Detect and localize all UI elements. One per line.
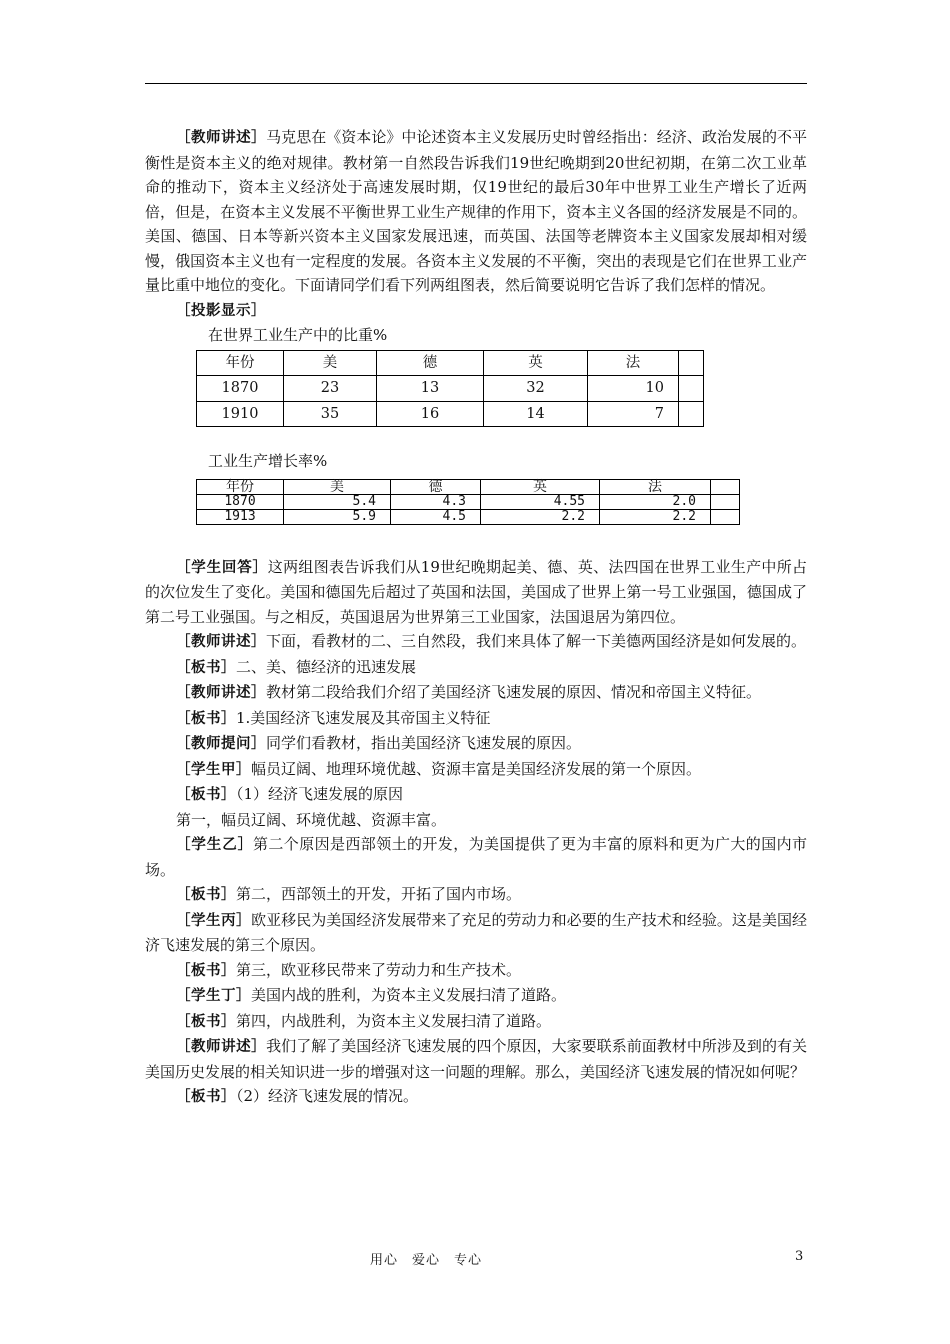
speaker-tag: ［板书］ bbox=[176, 1013, 236, 1030]
table-cell: 1910 bbox=[197, 401, 284, 427]
paragraph-text: 教材第二段给我们介绍了美国经济飞速发展的原因、情况和帝国主义特征。 bbox=[266, 683, 762, 701]
speaker-tag: ［投影显示］ bbox=[176, 302, 266, 319]
paragraph-text: 我们了解了美国经济飞速发展的四个原因，大家要联系前面教材中所涉及到的有关美国历史发展的相关知识进一步的增强对这一问题的理解。那么，美国经济飞速发展的情况如何呢？ bbox=[145, 1037, 808, 1081]
table-cell: 1870 bbox=[197, 376, 284, 402]
paragraph-text: 第二，西部领土的开发，开拓了国内市场。 bbox=[236, 885, 522, 903]
paragraph bbox=[145, 706, 807, 732]
paragraph-text: 这两组图表告诉我们从19世纪晚期起美、德、英、法四国在世界工业生产中所占的次位发生了变化。美国和德国先后超过了英国和法国，美国成了世界上第一号工业强国，德国成了第二号工业强国。与之相反，英国退居为世界第三工业国家，法国退居为第四位。 bbox=[145, 557, 808, 626]
table-cell: 2.2 bbox=[481, 509, 600, 524]
table-cell: 1913 bbox=[197, 509, 284, 524]
paragraph bbox=[145, 832, 807, 882]
paragraph bbox=[145, 882, 807, 908]
paragraph-text: 下面，看教材的二、三自然段，我们来具体了解一下美德两国经济是如何发展的。 bbox=[266, 632, 807, 650]
paragraph bbox=[145, 757, 807, 783]
speaker-tag: ［教师提问］ bbox=[176, 736, 266, 752]
paragraph-text: 欧亚移民为美国经济发展带来了充足的劳动力和必要的生产技术和经验。这是美国经济飞速发展的第三个原因。 bbox=[145, 910, 807, 954]
table-row bbox=[197, 401, 704, 427]
paragraph bbox=[145, 1009, 807, 1035]
speaker-tag: ［板书］ bbox=[176, 1089, 236, 1105]
table1-caption: 在世界工业生产中的比重% bbox=[208, 326, 388, 344]
speaker-tag: ［学生乙］ bbox=[176, 837, 253, 853]
table-header-row bbox=[197, 350, 704, 376]
speaker-tag: ［学生丁］ bbox=[176, 988, 251, 1004]
footer-motto: 用心 爱心 专心 bbox=[370, 1253, 483, 1268]
paragraph bbox=[145, 983, 807, 1009]
page-number: 3 bbox=[795, 1249, 804, 1264]
table-cell: 5.4 bbox=[284, 494, 391, 509]
table2-caption: 工业生产增长率% bbox=[208, 452, 328, 470]
paragraph bbox=[145, 808, 807, 833]
paragraph-text: 二、美、德经济的迅速发展 bbox=[236, 657, 417, 676]
paragraph bbox=[145, 1034, 807, 1084]
paragraph-text: （1）经济飞速发展的原因 bbox=[236, 785, 404, 803]
table-header-cell: 美 bbox=[284, 479, 391, 494]
table-cell: 16 bbox=[377, 401, 484, 427]
paragraph-text: 马克思在《资本论》中论述资本主义发展历史时曾经指出：经济、政治发展的不平衡性是资本主义的绝对规律。教材第一自然段告诉我们19世纪晚期到20世纪初期，在第二次工业革命的推动下，资本主义经济处于高速发展时期，仅19世纪的最后30年中世界工业生产增长了近两倍，但是，在资本主义发展不平衡世界工业生产规律的作用下，资本主义各国的经济发展是不同的。美国、德国、日本等新兴资本主义国家发展迅速，而英国、法国等老牌资本主义国家发展却相对缓慢，俄国资本主义也有一定程度的发展。各资本主义发展的不平衡，突出的表现是它们在世界工业产量比重中地位的变化。下面请同学们看下列两组图表，然后简要说明它告诉了我们怎样的情况。 bbox=[145, 128, 808, 294]
speaker-tag: ［板书］ bbox=[176, 710, 236, 727]
table-empty-cell bbox=[679, 350, 704, 376]
paragraph bbox=[145, 731, 807, 757]
table-cell: 4.5 bbox=[391, 509, 481, 524]
speaker-tag: ［学生回答］ bbox=[176, 559, 268, 576]
bottom-paragraphs bbox=[145, 555, 807, 1110]
growth-rate-table bbox=[196, 479, 740, 525]
table-header-cell: 美 bbox=[284, 350, 377, 376]
header-rule bbox=[145, 83, 807, 84]
speaker-tag: ［教师讲述］ bbox=[176, 130, 267, 146]
speaker-tag: ［教师讲述］ bbox=[176, 685, 266, 701]
paragraph-text: 第二个原因是西部领土的开发，为美国提供了更为丰富的原料和更为广大的国内市场。 bbox=[145, 835, 807, 879]
speaker-tag: ［学生甲］ bbox=[176, 761, 251, 778]
table-cell: 14 bbox=[484, 401, 588, 427]
speaker-tag: ［学生丙］ bbox=[176, 912, 252, 929]
table-empty-cell bbox=[711, 479, 740, 494]
paragraph-text: 美国内战的胜利，为资本主义发展扫清了道路。 bbox=[251, 986, 567, 1004]
speaker-tag: ［教师讲述］ bbox=[176, 634, 266, 650]
table-empty-cell bbox=[711, 494, 740, 509]
table-header-cell: 英 bbox=[481, 479, 600, 494]
table-cell: 4.3 bbox=[391, 494, 481, 509]
table-cell: 2.0 bbox=[600, 494, 711, 509]
table-header-cell: 英 bbox=[484, 350, 588, 376]
table-header-cell: 法 bbox=[588, 350, 679, 376]
table-cell: 1870 bbox=[197, 494, 284, 509]
table-cell: 32 bbox=[484, 376, 588, 402]
table-cell: 2.2 bbox=[600, 509, 711, 524]
speaker-tag: ［板书］ bbox=[176, 787, 236, 803]
paragraph bbox=[145, 958, 807, 984]
table-cell: 4.55 bbox=[481, 494, 600, 509]
table-header-cell: 年份 bbox=[197, 350, 284, 376]
paragraph bbox=[145, 125, 807, 298]
speaker-tag: ［板书］ bbox=[176, 962, 236, 979]
paragraph bbox=[145, 1084, 807, 1110]
document-body bbox=[145, 125, 807, 1110]
table-cell: 5.9 bbox=[284, 509, 391, 524]
paragraph bbox=[145, 298, 807, 324]
table-cell: 13 bbox=[377, 376, 484, 402]
paragraph bbox=[145, 655, 807, 681]
table-cell: 23 bbox=[284, 376, 377, 402]
table-header-cell: 德 bbox=[377, 350, 484, 376]
table-header-row bbox=[197, 479, 740, 494]
paragraph-text: 第三，欧亚移民带来了劳动力和生产技术。 bbox=[236, 960, 522, 979]
table-header-cell: 法 bbox=[600, 479, 711, 494]
paragraph bbox=[145, 555, 807, 630]
paragraph bbox=[145, 782, 807, 808]
top-paragraphs bbox=[145, 125, 807, 323]
speaker-tag: ［板书］ bbox=[176, 887, 236, 903]
speaker-tag: ［教师讲述］ bbox=[176, 1039, 267, 1055]
paragraph bbox=[145, 680, 807, 706]
table-empty-cell bbox=[679, 401, 704, 427]
paragraph-text: （2）经济飞速发展的情况。 bbox=[236, 1087, 419, 1105]
industrial-share-table bbox=[196, 350, 704, 428]
paragraph bbox=[145, 908, 807, 958]
paragraph-text: 第一，幅员辽阔、环境优越、资源丰富。 bbox=[176, 810, 447, 829]
paragraph bbox=[145, 629, 807, 655]
paragraph-text: 幅员辽阔、地理环境优越、资源丰富是美国经济发展的第一个原因。 bbox=[251, 759, 702, 778]
table-cell: 35 bbox=[284, 401, 377, 427]
table-cell: 7 bbox=[588, 401, 679, 427]
table-row bbox=[197, 509, 740, 524]
table-row bbox=[197, 494, 740, 509]
table-header-cell: 德 bbox=[391, 479, 481, 494]
table-header-cell: 年份 bbox=[197, 479, 284, 494]
paragraph-text: 第四，内战胜利，为资本主义发展扫清了道路。 bbox=[236, 1011, 552, 1030]
paragraph-text: 同学们看教材，指出美国经济飞速发展的原因。 bbox=[266, 734, 582, 752]
table-empty-cell bbox=[711, 509, 740, 524]
speaker-tag: ［板书］ bbox=[176, 659, 236, 676]
table-empty-cell bbox=[679, 376, 704, 402]
table-cell: 10 bbox=[588, 376, 679, 402]
paragraph-text: 1.美国经济飞速发展及其帝国主义特征 bbox=[236, 708, 491, 727]
table-row bbox=[197, 376, 704, 402]
